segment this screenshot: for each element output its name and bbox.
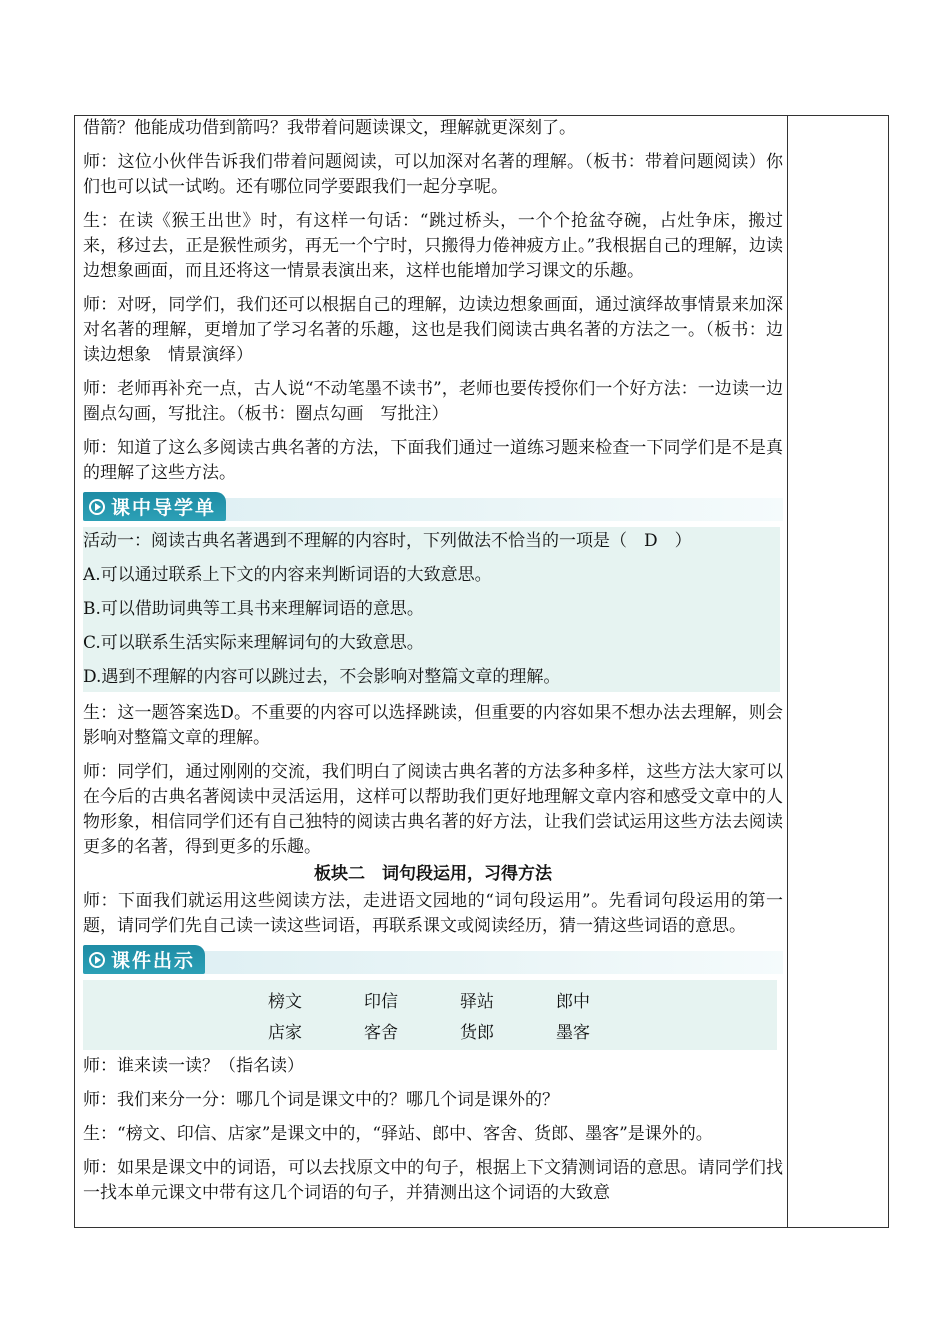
- paragraph: 借箭？他能成功借到箭吗？我带着问题读课文，理解就更深刻了。: [83, 118, 576, 138]
- guide-sheet-banner: [83, 492, 783, 521]
- paragraph: 师：老师再补充一点，古人说“不动笔墨不读书”，老师也要传授你们一个好方法：一边读一边圈点勾画，写批注。（板书：圈点勾画 写批注）: [83, 379, 783, 424]
- word: 郎中: [556, 992, 590, 1012]
- section-heading: 板块二 词句段运用，习得方法: [314, 864, 552, 884]
- paragraph: 师：同学们，通过刚刚的交流，我们明白了阅读古典名著的方法多种多样，这些方法大家可以在今后的古典名著阅读中灵活运用，这样可以帮助我们更好地理解文章内容和感受文章中的人物形象，相信同学们还有自己独特的阅读古典名著的好方法，让我们尝试运用这些方法去阅读更多的名著，得到更多的乐趣。: [83, 762, 783, 857]
- word-box: [83, 980, 777, 1050]
- column-divider: [787, 116, 788, 1227]
- courseware-banner: [83, 945, 783, 974]
- banner-label: 课件出示: [111, 950, 196, 972]
- lesson-content: [83, 116, 783, 1206]
- word: 驿站: [460, 992, 494, 1012]
- paragraph: 师：下面我们就运用这些阅读方法，走进语文园地的“词句段运用”。先看词句段运用的第一题，请同学们先自己读一读这些词语，再联系课文或阅读经历，猜一猜这些词语的意思。: [83, 891, 783, 936]
- activity-option: B.可以借助词典等工具书来理解词语的意思。: [83, 599, 424, 619]
- paragraph: 生：这一题答案选D。不重要的内容可以选择跳读，但重要的内容如果不想办法去理解，则会影响对整篇文章的理解。: [83, 703, 783, 748]
- word: 货郎: [460, 1023, 494, 1043]
- paragraph: 生：“榜文、印信、店家”是课文中的，“驿站、郎中、客舍、货郎、墨客”是课外的。: [83, 1124, 713, 1144]
- word: 墨客: [556, 1023, 590, 1043]
- paragraph: 师：对呀，同学们，我们还可以根据自己的理解，边读边想象画面，通过演绎故事情景来加深对名著的理解，更增加了学习名著的乐趣，这也是我们阅读古典名著的方法之一。（板书：边读边想象 情景演绎）: [83, 295, 783, 365]
- word: 客舍: [364, 1023, 398, 1043]
- word-row: [83, 984, 777, 1015]
- play-circle-icon: [89, 952, 105, 968]
- paragraph: 师：知道了这么多阅读古典名著的方法，下面我们通过一道练习题来检查一下同学们是不是真的理解了这些方法。: [83, 438, 783, 483]
- word-row: [83, 1015, 777, 1046]
- paragraph: 生：在读《猴王出世》时，有这样一句话：“跳过桥头，一个个抢盆夺碗，占灶争床，搬过来，移过去，正是猴性顽劣，再无一个宁时，只搬得力倦神疲方止。”我根据自己的理解，边读边想象画面，而且还将这一情景表演出来，这样也能增加学习课文的乐趣。: [83, 211, 783, 281]
- word: 印信: [364, 992, 398, 1012]
- paragraph: 师：如果是课文中的词语，可以去找原文中的句子，根据上下文猜测词语的意思。请同学们找一找本单元课文中带有这几个词语的句子，并猜测出这个词语的大致意: [83, 1158, 783, 1203]
- lesson-table: [74, 115, 889, 1228]
- word: 店家: [268, 1023, 302, 1043]
- activity-option: C.可以联系生活实际来理解词句的大致意思。: [83, 633, 424, 653]
- play-circle-icon: [89, 499, 105, 515]
- activity-option: A.可以通过联系上下文的内容来判断词语的大致意思。: [83, 565, 492, 585]
- paragraph: 师：我们来分一分：哪几个词是课文中的？哪几个词是课外的？: [83, 1090, 559, 1110]
- paragraph: 师：谁来读一读？（指名读）: [83, 1056, 304, 1076]
- activity-option: D.遇到不理解的内容可以跳过去，不会影响对整篇文章的理解。: [83, 667, 561, 687]
- word: 榜文: [268, 992, 302, 1012]
- banner-label: 课中导学单: [111, 497, 217, 519]
- activity-box: [83, 527, 780, 692]
- activity-question: 活动一：阅读古典名著遇到不理解的内容时，下列做法不恰当的一项是（ D ）: [83, 531, 692, 551]
- paragraph: 师：这位小伙伴告诉我们带着问题阅读，可以加深对名著的理解。（板书：带着问题阅读）你们也可以试一试哟。还有哪位同学要跟我们一起分享呢。: [83, 152, 783, 197]
